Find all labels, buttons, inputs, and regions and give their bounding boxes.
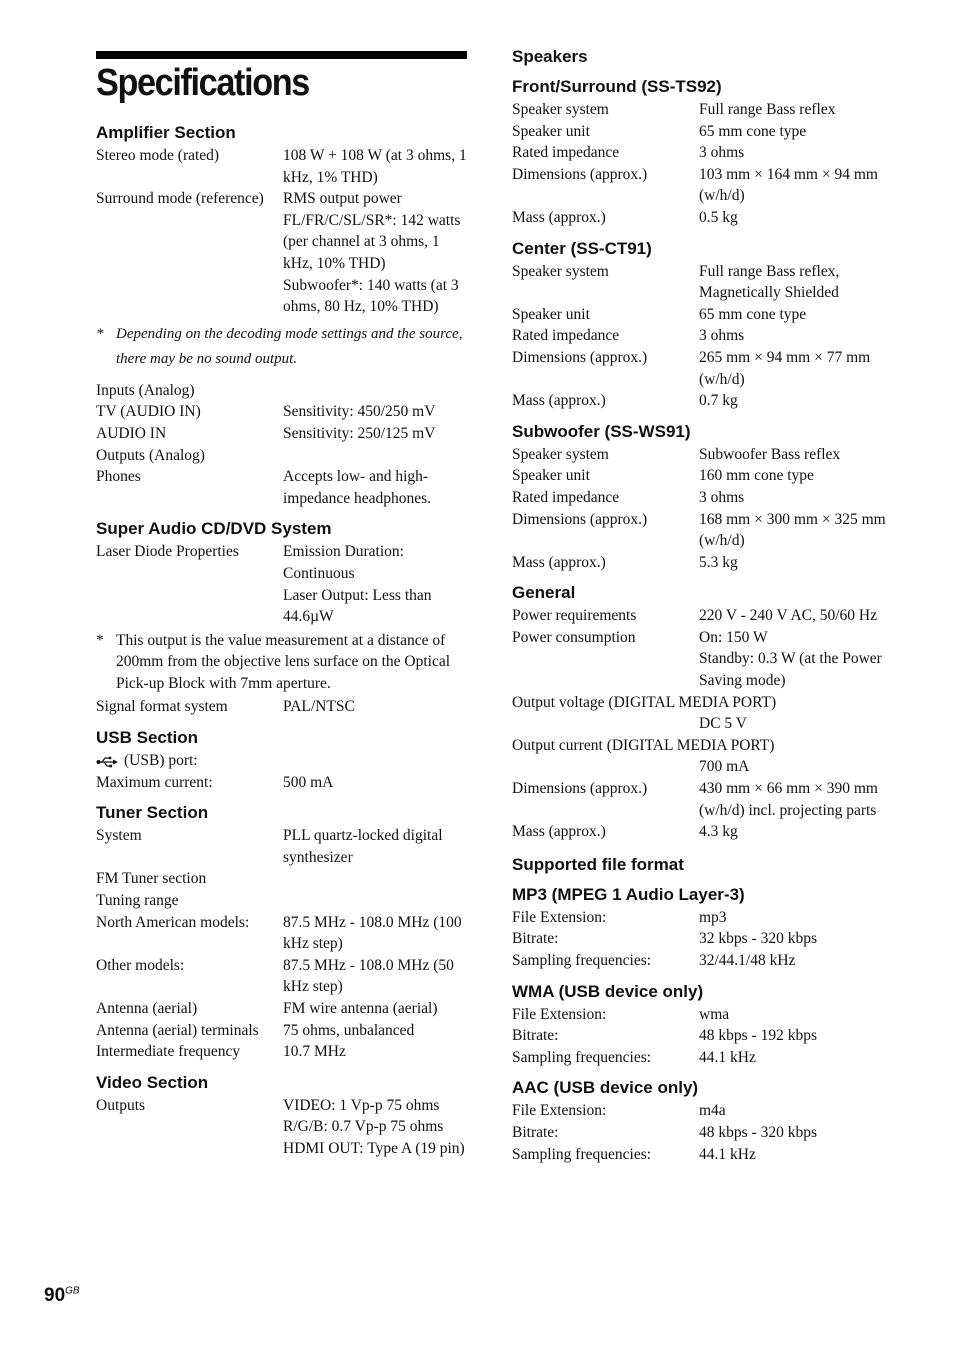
spec-row — [96, 696, 468, 718]
spec-value: 103 mm × 164 mm × 94 mm (w/h/d) — [699, 165, 878, 205]
spec-value-line: On: 150 W — [699, 628, 768, 646]
spec-subheading: Outputs (Analog) — [96, 446, 205, 464]
spec-row — [96, 1020, 468, 1042]
spec-label: Intermediate frequency — [96, 1043, 241, 1061]
spec-row — [96, 145, 468, 188]
spec-value: 168 mm × 300 mm × 325 mm (w/h/d) — [699, 510, 886, 550]
spec-row — [512, 1025, 892, 1047]
spec-label: Rated impedance — [512, 327, 620, 345]
spec-row — [512, 1004, 892, 1026]
usb-port-label: (USB) port: — [124, 752, 198, 770]
spec-row — [512, 444, 892, 466]
spec-label: Dimensions (approx.) — [512, 165, 648, 183]
spec-value: 500 mA — [283, 773, 334, 791]
spec-label: Bitrate: — [512, 1123, 559, 1141]
spec-row — [512, 304, 892, 326]
spec-row — [512, 928, 892, 950]
spec-value: PLL quartz-locked digital synthesizer — [283, 827, 443, 866]
page-title: Specifications — [96, 62, 309, 104]
footnote-text: This output is the value measurement at a distance of 200mm from the objective lens surface on the Optical Pick-up Block with 7mm aperture. — [116, 631, 451, 692]
spec-label: AUDIO IN — [96, 424, 167, 442]
front-heading: Front/Surround (SS-TS92) — [512, 77, 722, 96]
spec-label: File Extension: — [512, 908, 607, 926]
spec-label: Dimensions (approx.) — [512, 510, 648, 528]
spec-row — [512, 325, 892, 347]
spec-label: Rated impedance — [512, 144, 620, 162]
spec-value: 10.7 MHz — [283, 1043, 346, 1061]
spec-value: 160 mm cone type — [699, 467, 814, 485]
aac-heading: AAC (USB device only) — [512, 1078, 699, 1098]
spec-label-full: Output current (DIGITAL MEDIA PORT) — [512, 736, 775, 754]
spec-row — [512, 261, 892, 304]
spec-label: Speaker unit — [512, 305, 590, 323]
spec-label: Speaker system — [512, 445, 609, 463]
spec-row — [512, 487, 892, 509]
left-content — [96, 123, 468, 1160]
spec-label: File Extension: — [512, 1102, 607, 1120]
spec-value: mp3 — [699, 908, 727, 926]
subwoofer-heading: Subwoofer (SS-WS91) — [512, 421, 691, 441]
spec-value: wma — [699, 1005, 730, 1023]
spec-value: Full range Bass reflex, Magnetically Shielded — [699, 262, 840, 302]
spec-label: Laser Diode Properties — [96, 543, 239, 561]
spec-row — [96, 998, 468, 1020]
spec-value: 108 W + 108 W (at 3 ohms, 1 kHz, 1% THD) — [283, 147, 467, 186]
spec-value: 0.7 kg — [699, 392, 738, 410]
spec-subheading: FM Tuner section — [96, 870, 207, 888]
spec-value: 3 ohms — [699, 144, 745, 162]
spec-value: 65 mm cone type — [699, 305, 807, 323]
formats-heading: Supported file format — [512, 854, 684, 874]
spec-value: 32 kbps - 320 kbps — [699, 930, 817, 948]
spec-row — [96, 1095, 468, 1160]
spec-value-indented: DC 5 V — [699, 715, 747, 733]
spec-label: Dimensions (approx.) — [512, 780, 648, 798]
spec-subheading: Tuning range — [96, 892, 179, 910]
spec-row — [512, 821, 892, 843]
spec-value: 44.1 kHz — [699, 1145, 756, 1163]
spec-value-line: Standby: 0.3 W (at the Power Saving mode) — [699, 650, 882, 690]
spec-value: 0.5 kg — [699, 208, 738, 226]
spec-value — [283, 1095, 468, 1160]
spec-label: Outputs — [96, 1096, 146, 1114]
spec-value: 265 mm × 94 mm × 77 mm (w/h/d) — [699, 348, 871, 388]
spec-label: Sampling frequencies: — [512, 952, 652, 969]
spec-label: Other models: — [96, 956, 185, 974]
spec-row — [96, 541, 468, 627]
spec-row — [512, 1144, 892, 1166]
spec-row — [512, 121, 892, 143]
footnote — [96, 322, 468, 372]
spec-row — [512, 509, 892, 552]
footnote — [96, 630, 468, 695]
spec-row — [512, 1047, 892, 1069]
spec-row — [512, 950, 892, 972]
spec-row — [512, 465, 892, 487]
spec-row — [512, 778, 892, 821]
spec-row — [96, 423, 468, 445]
spec-label: Phones — [96, 468, 141, 486]
spec-label: Speaker unit — [512, 467, 590, 485]
wma-heading: WMA (USB device only) — [512, 981, 704, 1001]
spec-value-line: HDMI OUT: Type A (19 pin) — [283, 1139, 465, 1157]
spec-row — [96, 955, 468, 998]
spec-label: Surround mode (reference) — [96, 190, 264, 208]
spec-value — [283, 541, 468, 627]
spec-value: Sensitivity: 450/250 mV — [283, 403, 436, 421]
spec-label: Sampling frequencies: — [512, 1145, 652, 1163]
video-heading: Video Section — [96, 1072, 209, 1092]
spec-value: 75 ohms, unbalanced — [283, 1021, 415, 1039]
spec-value: RMS output power FL/FR/C/SL/SR*: 142 watts (per channel at 3 ohms, 1 kHz, 10% THD) Subwoofer*: 140 watts (at 3 ohms, 80 Hz, 10% THD) — [283, 190, 461, 316]
spec-label: Mass (approx.) — [512, 392, 606, 410]
spec-value: 5.3 kg — [699, 553, 738, 571]
title-rule — [96, 51, 467, 59]
spec-label: Power consumption — [512, 628, 636, 646]
spec-value: Full range Bass reflex — [699, 101, 836, 118]
spec-value: Accepts low- and high-impedance headphones. — [283, 468, 432, 507]
spec-label: Bitrate: — [512, 1027, 559, 1045]
spec-label: Speaker system — [512, 262, 609, 280]
spec-label: Sampling frequencies: — [512, 1048, 652, 1066]
spec-row — [96, 912, 468, 955]
spec-value: 3 ohms — [699, 327, 745, 345]
spec-label: Power requirements — [512, 607, 637, 625]
spec-label: Mass (approx.) — [512, 208, 606, 226]
footnote-marker: * — [96, 325, 104, 342]
usb-icon — [96, 756, 118, 768]
amplifier-heading: Amplifier Section — [96, 123, 236, 142]
spec-label-full: Output voltage (DIGITAL MEDIA PORT) — [512, 693, 777, 711]
spec-value: 32/44.1/48 kHz — [699, 952, 796, 969]
spec-value: 220 V - 240 V AC, 50/60 Hz — [699, 607, 877, 625]
spec-label: Mass (approx.) — [512, 823, 606, 841]
page-number-suffix: GB — [65, 1285, 80, 1297]
spec-value: FM wire antenna (aerial) — [283, 1000, 438, 1017]
spec-value: 430 mm × 66 mm × 390 mm (w/h/d) incl. projecting parts — [699, 780, 878, 819]
spec-value: 65 mm cone type — [699, 122, 807, 140]
center-heading: Center (SS-CT91) — [512, 238, 652, 258]
spec-value: 48 kbps - 192 kbps — [699, 1027, 817, 1045]
spec-value — [699, 627, 892, 692]
spec-value-line: Laser Output: Less than 44.6µW — [283, 586, 432, 626]
spec-row — [512, 347, 892, 390]
spec-label: Speaker system — [512, 101, 609, 118]
spec-value: Subwoofer Bass reflex — [699, 445, 841, 463]
usb-port-row — [96, 750, 468, 772]
spec-label: Signal format system — [96, 698, 228, 716]
spec-row — [512, 907, 892, 929]
spec-row — [96, 1041, 468, 1063]
spec-label: Antenna (aerial) — [96, 1000, 198, 1017]
spec-value-line: Emission Duration: Continuous — [283, 543, 404, 582]
spec-value: 87.5 MHz - 108.0 MHz (50 kHz step) — [283, 956, 454, 996]
right-content — [512, 47, 892, 1165]
speakers-heading: Speakers — [512, 47, 588, 66]
tuner-heading: Tuner Section — [96, 803, 209, 823]
spec-label: File Extension: — [512, 1005, 607, 1023]
spec-value: 4.3 kg — [699, 823, 738, 841]
spec-row — [512, 627, 892, 692]
spec-value-line: R/G/B: 0.7 Vp-p 75 ohms — [283, 1118, 444, 1136]
usb-heading: USB Section — [96, 728, 199, 748]
spec-row — [512, 605, 892, 627]
spec-row — [512, 390, 892, 412]
spec-value: 87.5 MHz - 108.0 MHz (100 kHz step) — [283, 913, 462, 953]
general-heading: General — [512, 583, 576, 603]
spec-value: 3 ohms — [699, 488, 745, 506]
mp3-heading: MP3 (MPEG 1 Audio Layer-3) — [512, 884, 745, 904]
spec-label: Antenna (aerial) terminals — [96, 1021, 259, 1039]
spec-label: Bitrate: — [512, 930, 559, 948]
spec-label: Stereo mode (rated) — [96, 147, 220, 164]
spec-row — [96, 188, 468, 318]
spec-label: System — [96, 827, 142, 845]
spec-label: Dimensions (approx.) — [512, 348, 648, 366]
spec-row — [512, 99, 892, 121]
spec-value: 44.1 kHz — [699, 1048, 756, 1066]
spec-value-line: VIDEO: 1 Vp-p 75 ohms — [283, 1096, 440, 1114]
spec-row — [96, 772, 468, 794]
spec-label: TV (AUDIO IN) — [96, 403, 201, 421]
spec-row — [512, 1100, 892, 1122]
footnote-marker: * — [96, 631, 104, 649]
spec-subheading: Inputs (Analog) — [96, 381, 195, 399]
spec-row — [512, 164, 892, 207]
spec-value-indented: 700 mA — [699, 758, 750, 776]
spec-row — [96, 466, 468, 509]
footnote-text: Depending on the decoding mode settings and the source, there may be no sound output. — [116, 325, 463, 367]
spec-row — [512, 142, 892, 164]
page-number-value: 90 — [44, 1285, 66, 1306]
spec-row — [512, 207, 892, 229]
spec-value: m4a — [699, 1102, 726, 1120]
spec-label: Maximum current: — [96, 773, 213, 791]
spec-label: Speaker unit — [512, 122, 590, 140]
spec-label: Mass (approx.) — [512, 553, 606, 571]
spec-value: PAL/NTSC — [283, 698, 355, 716]
spec-row — [512, 552, 892, 574]
spec-row — [512, 1122, 892, 1144]
page-number — [44, 1285, 80, 1307]
spec-label: Rated impedance — [512, 488, 620, 506]
sacd-heading: Super Audio CD/DVD System — [96, 519, 332, 539]
spec-label: North American models: — [96, 913, 250, 931]
spec-row — [96, 401, 468, 423]
spec-row — [96, 825, 468, 868]
spec-value: 48 kbps - 320 kbps — [699, 1123, 817, 1141]
spec-value: Sensitivity: 250/125 mV — [283, 424, 436, 442]
